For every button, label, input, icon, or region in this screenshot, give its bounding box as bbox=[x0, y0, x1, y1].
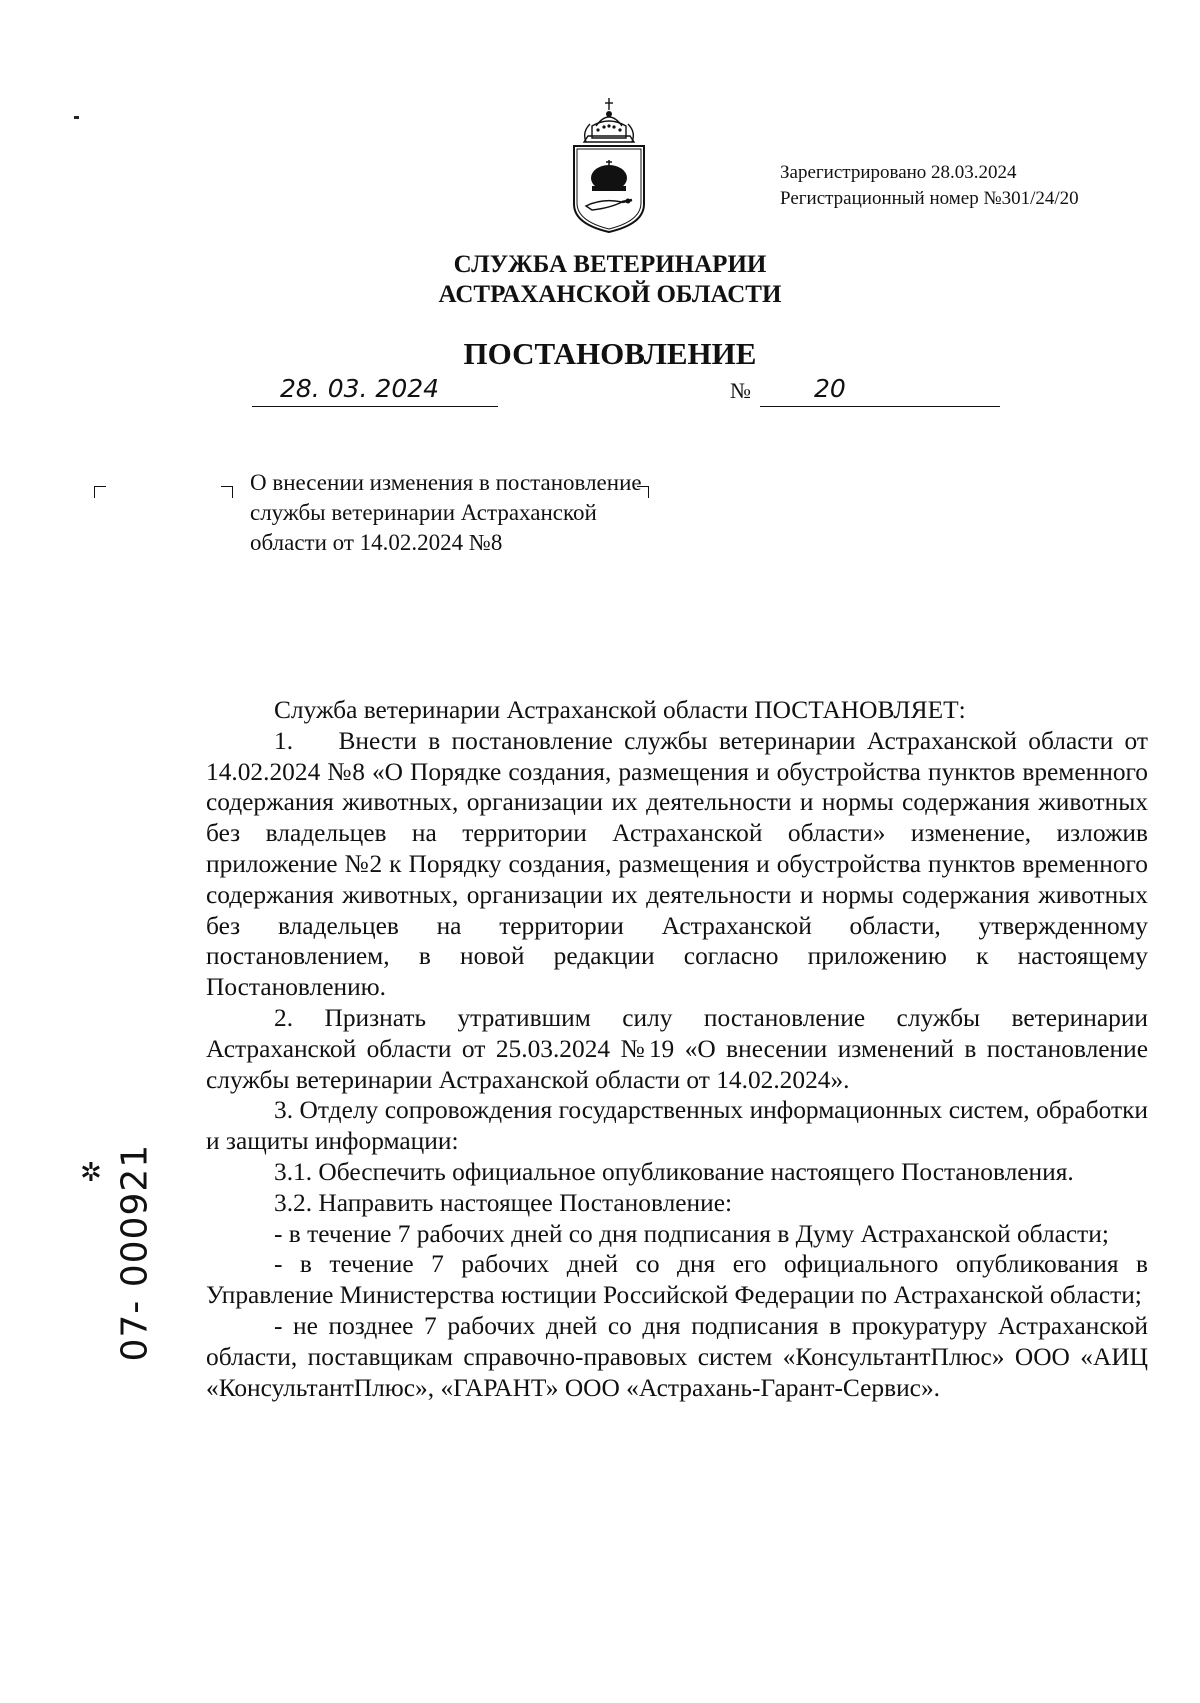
org-name-line1: СЛУЖБА ВЕТЕРИНАРИИ bbox=[453, 251, 767, 278]
paragraph-3-2-b: - в течение 7 рабочих дней со дня его официального опубликования в Управление Министерства юстиции Российской Федерации по Астраханской области; bbox=[206, 1250, 1148, 1310]
margin-star-mark: ✲ bbox=[80, 1158, 102, 1188]
scan-speck bbox=[74, 116, 79, 119]
margin-registration-stamp: 07- 000921 bbox=[114, 1143, 156, 1362]
paragraph-3-2: 3.2. Направить настоящее Постановление: bbox=[274, 1188, 733, 1217]
paragraph-3-2-c: - не позднее 7 рабочих дней со дня подписания в прокуратуру Астраханской области, поставщикам справочно-правовых систем «КонсультантПлюс» ООО «АИЦ «КонсультантПлюс», «ГАРАНТ» ООО «Астрахань-Гарант-Сервис». bbox=[206, 1311, 1148, 1402]
registration-date: Зарегистрировано 28.03.2024 bbox=[780, 162, 1017, 183]
registration-number: Регистрационный номер №301/24/20 bbox=[780, 188, 1079, 209]
body-intro: Служба ветеринарии Астраханской области ПОСТАНОВЛЯЕТ: bbox=[274, 696, 966, 724]
paragraph-2: 2. Признать утратившим силу постановление службы ветеринарии Астраханской области от 25.03.2024 №19 «О внесении изменений в постановление службы ветеринарии Астраханской области от 14.02.2024». bbox=[206, 1003, 1148, 1094]
org-name-line2: АСТРАХАНСКОЙ ОБЛАСТИ bbox=[438, 281, 782, 308]
number-underline bbox=[760, 406, 1000, 407]
paragraph-3: 3. Отделу сопровождения государственных информационных систем, обработки и защиты информации: bbox=[206, 1096, 1148, 1156]
paragraph-3-2-a: - в течение 7 рабочих дней со дня подписания в Думу Астраханской области; bbox=[274, 1219, 1109, 1248]
date-underline bbox=[252, 406, 498, 407]
number-label: № bbox=[730, 378, 751, 403]
document-body bbox=[206, 695, 1148, 1403]
corner-mark-subject-left bbox=[221, 486, 233, 498]
date-handwritten: 28. 03. 2024 bbox=[280, 374, 440, 403]
paragraph-1: 1. Внести в постановление службы ветеринарии Астраханской области от 14.02.2024 №8 «О Порядке создания, размещения и обустройства пунктов временного содержания животных, организации их деятельности и нормы содержания животных без владельцев на территории Астраханской области» изменение, изложив приложение №2 к Порядку создания, размещения и обустройства пунктов временного содержания животных, организации их деятельности и нормы содержания животных без владельцев на территории Астраханской области, утвержденному постановлением, в новой редакции согласно приложению к настоящему Постановлению. bbox=[206, 726, 1148, 1002]
corner-mark-left bbox=[94, 486, 106, 498]
document-type-title: ПОСТАНОВЛЕНИЕ bbox=[463, 336, 757, 371]
coat-of-arms-emblem bbox=[562, 86, 656, 236]
paragraph-3-1: 3.1. Обеспечить официальное опубликование настоящего Постановления. bbox=[274, 1157, 1074, 1186]
number-handwritten: 20 bbox=[814, 374, 846, 403]
document-subject: О внесении изменения в постановление службы ветеринарии Астраханской области от 14.02.2024 №8 bbox=[250, 470, 642, 555]
